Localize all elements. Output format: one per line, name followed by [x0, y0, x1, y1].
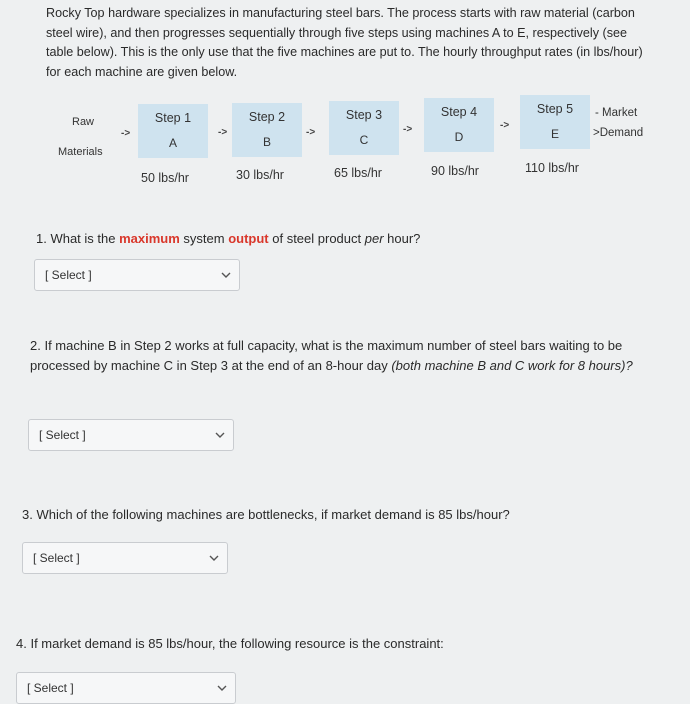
step-4-rate: 90 lbs/hr — [431, 164, 479, 178]
question-2-text — [30, 336, 675, 376]
flow-arrow: -> — [500, 120, 510, 131]
step-machine: A — [168, 136, 177, 150]
step-2-rate: 30 lbs/hr — [236, 168, 284, 182]
flow-arrow: -> — [403, 124, 413, 135]
market-label: - Market — [595, 107, 638, 119]
question-1-text — [36, 229, 656, 249]
step-machine: E — [550, 127, 559, 141]
step-1-rate: 50 lbs/hr — [141, 171, 189, 185]
question-italic: (both machine B and C work for 8 hours)? — [391, 358, 633, 373]
select-placeholder: [ Select ] — [39, 428, 86, 442]
question-4-text: 4. If market demand is 85 lbs/hour, the following resource is the constraint: — [16, 636, 444, 651]
step-2-box — [232, 103, 302, 157]
question-3-select[interactable] — [22, 542, 228, 574]
step-3-box — [329, 101, 399, 155]
question-2-select[interactable] — [28, 419, 234, 451]
step-title: Step 4 — [440, 105, 478, 119]
question-text-part: hour? — [383, 231, 421, 246]
question-4-select[interactable] — [16, 672, 236, 704]
step-title: Step 2 — [248, 110, 286, 124]
question-italic: per — [364, 231, 384, 246]
question-1-select[interactable] — [34, 259, 240, 291]
question-text-part: system — [179, 231, 229, 246]
step-machine: B — [262, 135, 271, 149]
step-1-box — [138, 104, 208, 158]
select-placeholder: [ Select ] — [27, 681, 74, 695]
problem-intro: Rocky Top hardware specializes in manufacturing steel bars. The process starts with raw material (carbon steel wire), and then progresses sequentially through five steps using machines A to E, respectively (see table below). This is the only use that the five machines are put to. The hourly throughput rates (in lbs/hour) for each machine are given below. — [46, 6, 643, 79]
question-text-part: of steel product — [268, 231, 365, 246]
step-machine: C — [359, 133, 369, 147]
chevron-down-icon — [217, 684, 227, 692]
question-3-text: 3. Which of the following machines are bottlenecks, if market demand is 85 lbs/hour? — [22, 507, 510, 522]
materials-label: Materials — [58, 146, 103, 158]
chevron-down-icon — [221, 271, 231, 279]
step-title: Step 5 — [536, 102, 574, 116]
step-5-rate: 110 lbs/hr — [525, 161, 579, 175]
raw-label: Raw — [72, 116, 95, 128]
chevron-down-icon — [215, 431, 225, 439]
step-title: Step 1 — [154, 111, 192, 125]
step-3-rate: 65 lbs/hr — [334, 166, 382, 180]
question-text-part: 2. If machine B in Step 2 works at full capacity, what is the maximum number of steel bars waiting to be processed by machine C in Step 3 at the end of an 8-hour day — [30, 338, 623, 373]
flow-arrow: -> — [218, 127, 228, 138]
step-title: Step 3 — [345, 108, 383, 122]
question-text-part: 1. What is the — [36, 231, 120, 246]
step-5-box — [520, 95, 590, 149]
flow-arrow: -> — [306, 127, 316, 138]
select-placeholder: [ Select ] — [45, 268, 92, 282]
question-highlight: maximum — [119, 231, 180, 246]
step-4-box — [424, 98, 494, 152]
select-placeholder: [ Select ] — [33, 551, 80, 565]
chevron-down-icon — [209, 554, 219, 562]
step-machine: D — [454, 130, 464, 144]
question-highlight: output — [228, 231, 269, 246]
flow-arrow: -> — [121, 128, 131, 139]
demand-label: >Demand — [593, 127, 644, 139]
